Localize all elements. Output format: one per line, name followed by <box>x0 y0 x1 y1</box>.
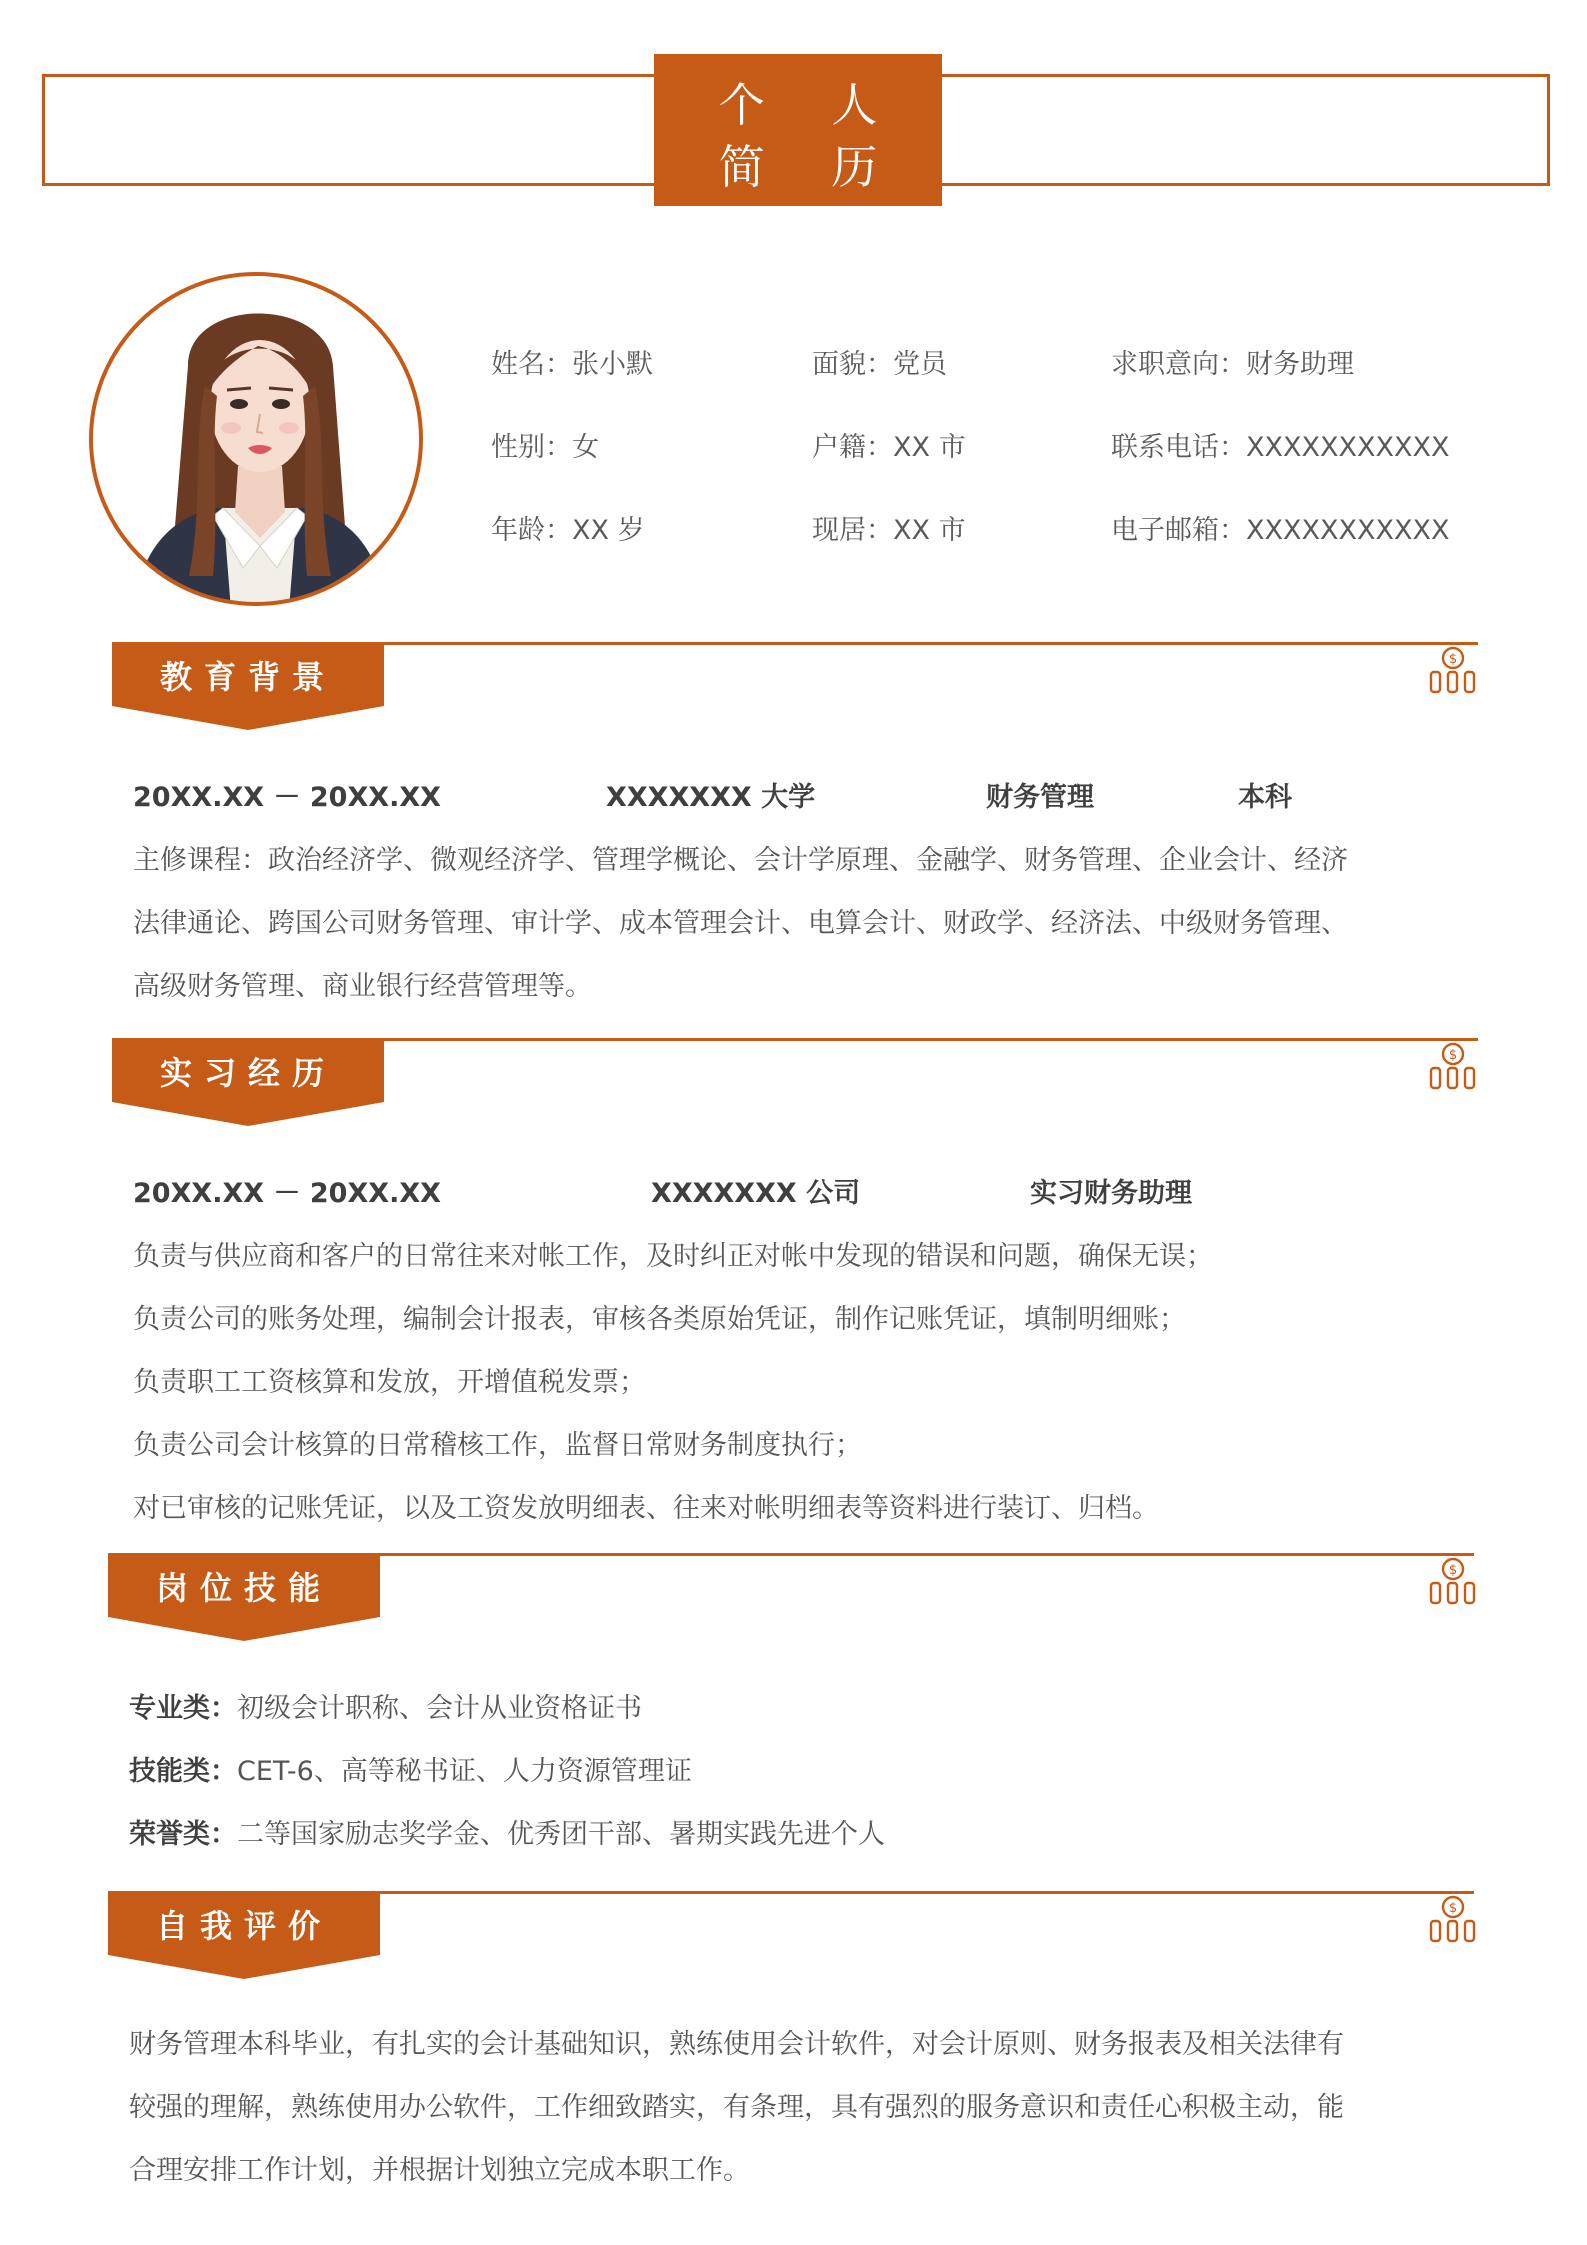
internship-header <box>112 1038 384 1126</box>
skills-header <box>108 1553 380 1641</box>
skill-value: CET-6、高等秘书证、人力资源管理证 <box>237 1756 692 1787</box>
internship-duty: 对已审核的记账凭证，以及工资发放明细表、往来对帐明细表等资料进行装订、归档。 <box>133 1493 1159 1524</box>
coin-stack-icon <box>1428 1557 1478 1607</box>
internship-duty: 负责与供应商和客户的日常往来对帐工作，及时纠正对帐中发现的错误和问题，确保无误； <box>133 1241 1213 1272</box>
avatar <box>89 272 423 606</box>
coin-stack-icon <box>1428 1895 1478 1945</box>
education-title: 教育背景 <box>159 658 336 696</box>
coin-stack-icon <box>1428 646 1478 696</box>
resume-title-cn: 个 人 简 历 <box>718 78 904 194</box>
education-major: 财务管理 <box>986 782 1094 813</box>
internship-divider <box>380 1038 1478 1041</box>
skill-item <box>129 1749 692 1788</box>
education-divider <box>380 642 1478 645</box>
self-header <box>108 1891 380 1979</box>
education-degree: 本科 <box>1238 782 1292 813</box>
profile-phone: 联系电话：XXXXXXXXXXX <box>1111 432 1450 463</box>
skill-value: 初级会计职称、会计从业资格证书 <box>237 1693 642 1724</box>
profile-age: 年龄：XX 岁 <box>491 515 645 546</box>
self-title: 自我评价 <box>155 1907 332 1945</box>
profile-hukou: 户籍：XX 市 <box>812 432 966 463</box>
skill-label: 技能类： <box>129 1756 237 1787</box>
education-header <box>112 642 384 730</box>
internship-duty: 负责职工工资核算和发放，开增值税发票； <box>133 1367 646 1398</box>
internship-company: XXXXXXX 公司 <box>651 1178 861 1209</box>
education-school: XXXXXXX 大学 <box>606 782 816 813</box>
coin-stack-icon <box>1428 1042 1478 1092</box>
profile-politics: 面貌：党员 <box>812 349 947 380</box>
education-date: 20XX.XX － 20XX.XX <box>133 782 441 813</box>
profile-email: 电子邮箱：XXXXXXXXXXX <box>1111 515 1450 546</box>
skill-item <box>129 1812 885 1851</box>
skill-label: 荣誉类： <box>129 1819 237 1850</box>
self-eval-line: 财务管理本科毕业，有扎实的会计基础知识，熟练使用会计软件，对会计原则、财务报表及相关法律有 <box>129 2029 1344 2060</box>
skills-divider <box>376 1553 1474 1556</box>
education-courses-line-1: 主修课程：政治经济学、微观经济学、管理学概论、会计学原理、金融学、财务管理、企业会计、经济 <box>133 845 1348 876</box>
self-eval-line: 合理安排工作计划，并根据计划独立完成本职工作。 <box>129 2155 750 2186</box>
svg-text:$: $ <box>1448 1563 1458 1578</box>
internship-duty: 负责公司会计核算的日常稽核工作，监督日常财务制度执行； <box>133 1430 862 1461</box>
skills-title: 岗位技能 <box>155 1569 332 1607</box>
title-block <box>654 54 942 248</box>
profile-name: 姓名：张小默 <box>491 349 653 380</box>
profile-gender: 性别：女 <box>491 432 599 463</box>
profile-intention: 求职意向：财务助理 <box>1111 349 1354 380</box>
svg-text:$: $ <box>1448 1048 1458 1063</box>
skill-item <box>129 1686 642 1725</box>
svg-text:$: $ <box>1448 1901 1458 1916</box>
profile-residence: 现居：XX 市 <box>812 515 966 546</box>
self-divider <box>376 1891 1474 1894</box>
internship-date: 20XX.XX － 20XX.XX <box>133 1178 441 1209</box>
education-courses-line-2: 法律通论、跨国公司财务管理、审计学、成本管理会计、电算会计、财政学、经济法、中级财务管理、 <box>133 908 1348 939</box>
svg-text:$: $ <box>1448 652 1458 667</box>
internship-duty: 负责公司的账务处理，编制会计报表，审核各类原始凭证，制作记账凭证，填制明细账； <box>133 1304 1186 1335</box>
skill-value: 二等国家励志奖学金、优秀团干部、暑期实践先进个人 <box>237 1819 885 1850</box>
internship-title: 实习经历 <box>159 1054 336 1092</box>
education-courses-line-3: 高级财务管理、商业银行经营管理等。 <box>133 971 592 1002</box>
resume-title-en: PERSONAL RESUME <box>676 217 920 248</box>
internship-role: 实习财务助理 <box>1030 1178 1192 1209</box>
skill-label: 专业类： <box>129 1693 237 1724</box>
self-eval-line: 较强的理解，熟练使用办公软件，工作细致踏实，有条理，具有强烈的服务意识和责任心积极主动，能 <box>129 2092 1344 2123</box>
